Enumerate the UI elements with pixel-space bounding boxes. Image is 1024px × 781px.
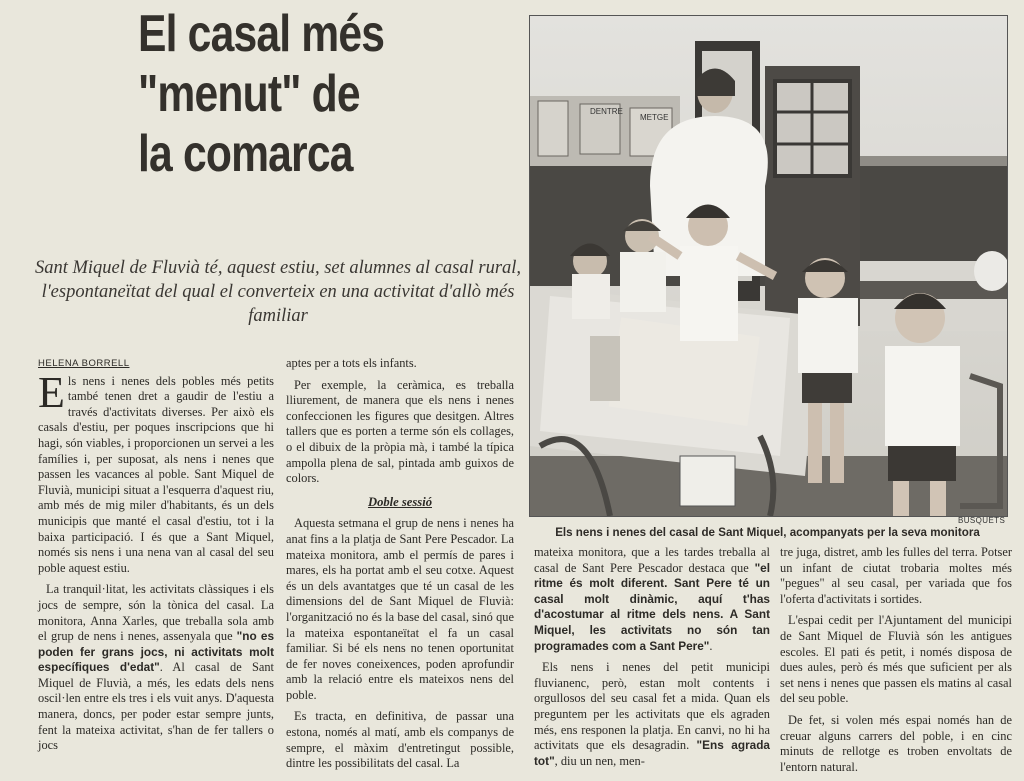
paragraph: tre juga, distret, amb les fulles del terra. Potser un infant de ciutat trobaria moltes més "pegues" al seu casal, per variada que fos l'oferta d'activitats i sortides.: [780, 545, 1012, 606]
headline-line-1: El casal més: [138, 5, 385, 63]
paragraph: La tranquil·litat, les activitats clàssiques i els jocs de sempre, són la tònica del casal. La monitora, Anna Xarles, que treballa sola amb el grup de nens i nenes, assenyala que "no es poden fer grans jocs, ni activitats molt específiques d'edat". Al casal de Sant Miquel de Fluvià, a més, les edats dels nens oscil·len entre els tres i els vuit anys. D'aquesta manera, doncs, per poder estar sempre junts, fent la mateixa activitat, s'han de fer tallers o jocs: [38, 582, 275, 753]
article-column-4: [780, 545, 1012, 781]
paragraph: L'espai cedit per l'Ajuntament del municipi de Sant Miquel de Fluvià són les antigues escoles. El pati és petit, i només disposa de dues aules, però és més que suficient per als set nens i nenes que passen els matins al casal del seu poble.: [780, 613, 1012, 706]
paragraph: aptes per a tots els infants.: [286, 356, 417, 370]
poster-text: DENTRE: [590, 107, 623, 116]
paragraph: Es tracta, en definitiva, de passar una estona, només al matí, amb els companys de sempre, el màxim d'entretingut possible, dintre les possibilitats del casal. La: [286, 709, 514, 771]
paragraph: Per exemple, la ceràmica, es treballa lliurement, de manera que els nens i nenes confeccionen les figures que desitgen. Altres tallers que es porten a terme són els collages, o el dibuix de la pròpia mà, i també la típica ampolla plena de sal, pintada amb guixos de colors.: [286, 377, 514, 486]
byline: HELENA BORRELL: [38, 358, 130, 369]
article-column-3: [534, 545, 770, 775]
quote: "Ens agrada tot": [534, 738, 770, 768]
deck: Sant Miquel de Fluvià té, aquest estiu, set alumnes al casal rural, l'espontaneïtat del qual el converteix en una activitat d'allò més familiar: [34, 258, 522, 326]
subhead: Doble sessió: [367, 494, 432, 509]
photo-credit: BUSQUETS: [958, 516, 1006, 525]
article-column-2: [286, 356, 514, 778]
paragraph: De fet, si volen més espai només han de creuar alguns carrers del poble, i en cinc minuts de rellotge es troben envoltats de l'entorn natural.: [780, 712, 1012, 774]
dropcap: E: [38, 367, 65, 417]
paragraph: Aquesta setmana el grup de nens i nenes ha anat fins a la platja de Sant Pere Pescador. La mateixa monitora, amb el permís de pares i mares, els ha portat amb el seu cotxe. Aquest és un dels avantatges que té un casal de les dimensions del de Sant Miquel de Fluvià: l'organització no és la base del casal, sinó que la mateixa espontaneïtat el fa un casal familiar. Si bé els nens no tenen oportunitat de fer noves coneixences, poden aprofundir amb la relació entre els mateixos nens del poble.: [286, 516, 514, 702]
poster-text: METGE: [640, 113, 669, 122]
article-column-1: [38, 356, 274, 760]
headline-line-2: "menut" de: [138, 65, 360, 123]
quote: "el ritme és molt diferent. Sant Pere té un casal molt dinàmic, aquí t'has d'acostumar al ritme dels nens. A Sant Miquel, les activitats no són tan programades com a Sant Pere": [534, 560, 770, 653]
paragraph: Els nens i nenes dels pobles més petits també tenen dret a gaudir de l'estiu a través d'activitats diverses. Per això els casals d'estiu, per poques inscripcions que hi hagi, són viables, i proporcionen un servei a les famílies i, per suposat, als nens i nenes que passen les vacances al poble. Sant Miquel de Fluvià, municipi situat a l'esquerra d'aquest riu, amb més de mig miler d'habitants, és un dels municipis que manté el casal d'estiu, tot i la baixa participació. I és que a Sant Miquel, només sis nens i una nena van al casal del seu poble aquest estiu.: [38, 367, 274, 575]
paragraph: mateixa monitora, que a les tardes treballa al casal de Sant Pere Pescador destaca que "el ritme és molt diferent. Sant Pere té un casal molt dinàmic, aquí t'has d'acostumar al ritme dels nens. A Sant Miquel, les activitats no són tan programades com a Sant Pere".: [534, 545, 770, 653]
photo-caption: Els nens i nenes del casal de Sant Miquel, acompanyats per la seva monitora: [555, 526, 980, 539]
headline-line-3: la comarca: [138, 125, 353, 183]
article-photo: [529, 15, 1008, 517]
quote: "no es poden fer grans jocs, ni activitats molt específiques d'edat": [38, 629, 275, 675]
headline: [138, 4, 433, 184]
photo-classroom-children: [530, 16, 1007, 516]
paragraph: Els nens i nenes del petit municipi fluvianenc, però, estan molt contents i orgullosos del seu casal fet a mida. Quan els preguntem per les activitats que els agraden més, ens responen la platja. En canvi, no hi ha activitats que els desagradin. "Ens agrada tot", diu un nen, men-: [534, 660, 770, 768]
